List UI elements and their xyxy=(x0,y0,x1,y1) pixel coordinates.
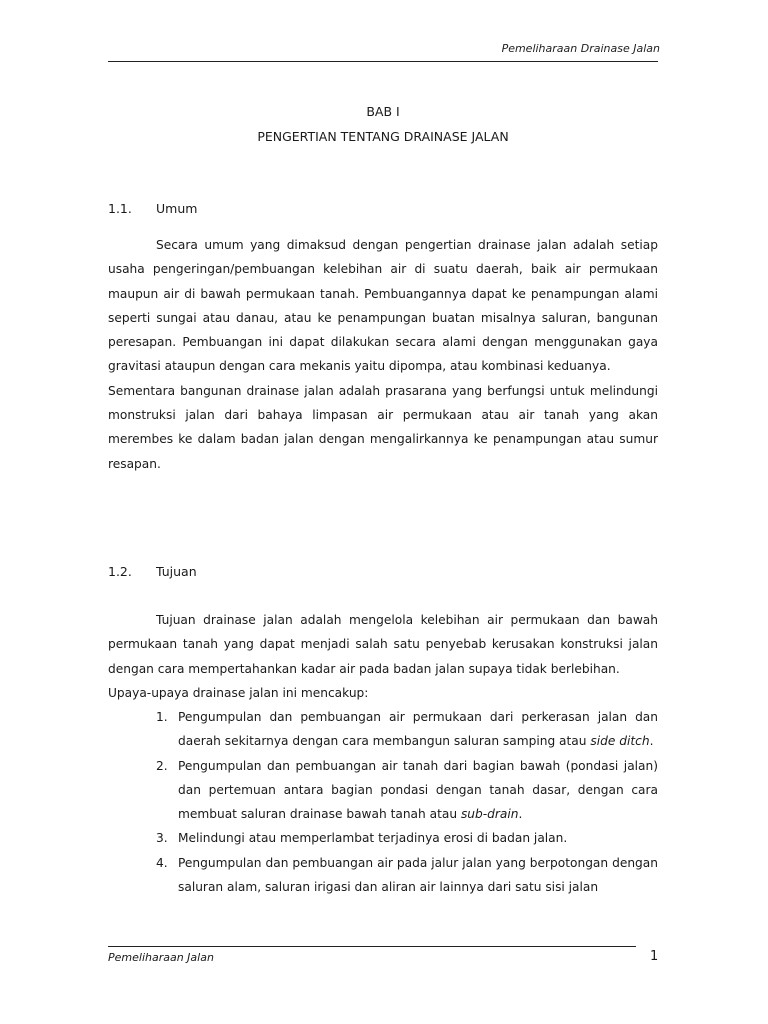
list-text: Pengumpulan dan pembuangan air pada jalur jalan yang berpotongan dengan saluran alam, saluran irigasi dan aliran air lainnya dari satu sisi jalan xyxy=(178,855,658,895)
header-rule xyxy=(108,61,658,62)
paragraph: Upaya-upaya drainase jalan ini mencakup: xyxy=(108,685,369,700)
list-item xyxy=(108,705,658,754)
running-header: Pemeliharaan Drainase Jalan xyxy=(501,42,660,55)
list-item xyxy=(108,851,658,900)
chapter-heading xyxy=(108,104,658,154)
section-title: Umum xyxy=(156,201,198,216)
chapter-label: BAB I xyxy=(366,104,400,119)
list-number: 4. xyxy=(156,855,168,870)
paragraph: Sementara bangunan drainase jalan adalah prasarana yang berfungsi untuk melindungi monstruksi jalan dari bahaya limpasan air permukaan atau air tanah yang akan merembes ke dalam badan jalan dengan mengalirkannya ke penampungan atau sumur resapan. xyxy=(108,383,658,471)
section-tujuan-body xyxy=(108,608,658,705)
section-number: 1.2. xyxy=(108,564,132,579)
section-heading-tujuan xyxy=(108,564,197,579)
section-umum-body xyxy=(108,233,658,476)
list-item xyxy=(108,754,658,827)
footer-rule xyxy=(108,946,636,947)
list-number: 1. xyxy=(156,710,168,724)
list-text: Melindungi atau memperlambat terjadinya erosi di badan jalan. xyxy=(178,831,568,846)
list-number: 3. xyxy=(156,831,168,846)
list-number: 2. xyxy=(156,758,168,773)
list-term: sub-drain xyxy=(460,807,519,822)
section-title: Tujuan xyxy=(156,564,197,579)
list-item xyxy=(108,826,658,850)
list-text: Pengumpulan dan pembuangan air tanah dari bagian bawah (pondasi jalan) dan pertemuan antara bagian pondasi dengan tanah dasar, dengan cara membuat saluran drainase bawah tanah atau xyxy=(178,758,658,822)
section-heading-umum xyxy=(108,201,197,216)
list-text: Pengumpulan dan pembuangan air permukaan dari perkerasan jalan dan daerah sekitarnya dengan cara membangun saluran samping atau xyxy=(178,710,658,749)
chapter-title: PENGERTIAN TENTANG DRAINASE JALAN xyxy=(257,129,509,144)
page-number: 1 xyxy=(650,949,659,964)
purpose-list xyxy=(108,705,658,899)
paragraph: Tujuan drainase jalan adalah mengelola kelebihan air permukaan dan bawah permukaan tanah yang dapat menjadi salah satu penyebab kerusakan konstruksi jalan dengan cara mempertahankan kadar air pada badan jalan supaya tidak berlebihan. xyxy=(108,613,658,676)
section-number: 1.1. xyxy=(108,201,132,216)
running-footer: Pemeliharaan Jalan xyxy=(108,951,214,964)
list-tail: . xyxy=(518,807,523,822)
list-tail: . xyxy=(649,734,654,749)
paragraph: Secara umum yang dimaksud dengan pengertian drainase jalan adalah setiap usaha pengeringan/pembuangan kelebihan air di suatu daerah, baik air permukaan maupun air di bawah permukaan tanah. Pembuangannya dapat ke penampungan alami seperti sungai atau danau, atau ke penampungan buatan misalnya saluran, bangunan peresapan. Pembuangan ini dapat dilakukan secara alami dengan menggunakan gaya gravitasi ataupun dengan cara mekanis yaitu dipompa, atau kombinasi keduanya. xyxy=(108,238,658,374)
list-term: side ditch xyxy=(590,734,650,749)
